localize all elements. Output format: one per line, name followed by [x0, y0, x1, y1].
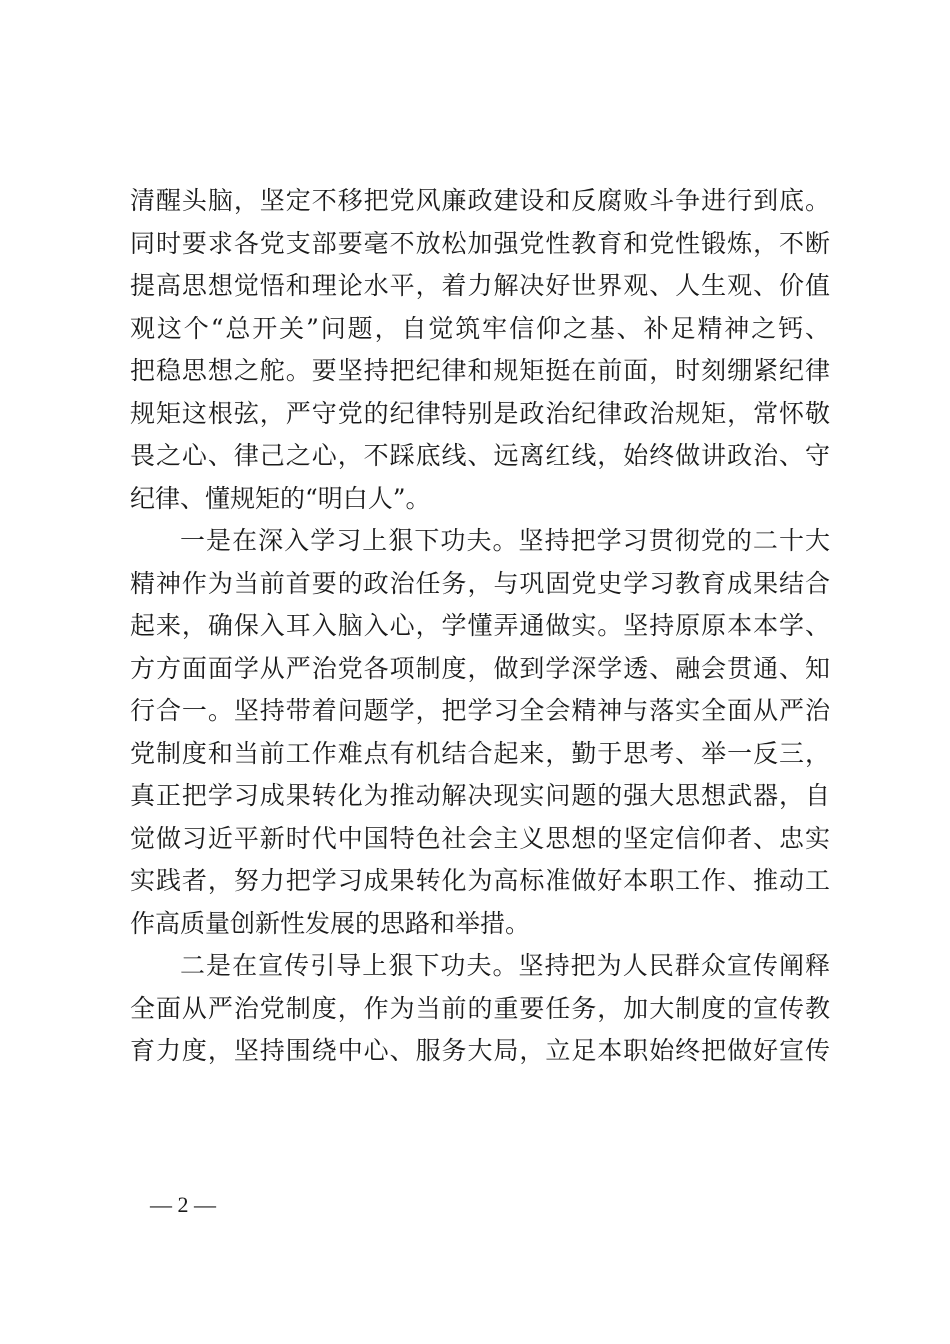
- text-line: 起来，确保入耳入脑入心，学懂弄通做实。坚持原原本本学、: [130, 611, 830, 640]
- text-line: 觉做习近平新时代中国特色社会主义思想的坚定信仰者、忠实: [130, 823, 830, 853]
- text-line: 畏之心、律己之心，不踩底线、远离红线，始终做讲政治、守: [130, 441, 830, 470]
- text-line: 同时要求各党支部要毫不放松加强党性教育和党性锻炼，不断: [130, 228, 830, 258]
- text-line: 清醒头脑，坚定不移把党风廉政建设和反腐败斗争进行到底。: [130, 186, 830, 215]
- text-line: 规矩这根弦，严守党的纪律特别是政治纪律政治规矩，常怀敬: [130, 398, 830, 428]
- text-line: 观这个“总开关”问题，自觉筑牢信仰之基、补足精神之钙、: [130, 313, 830, 343]
- text-line: 纪律、懂规矩的“明白人”。: [130, 483, 431, 513]
- text-line: 方方面面学从严治党各项制度，做到学深学透、融会贯通、知: [130, 653, 830, 683]
- text-line: 精神作为当前首要的政治任务，与巩固党史学习教育成果结合: [130, 568, 830, 598]
- text-line: 把稳思想之舵。要坚持把纪律和规矩挺在前面，时刻绷紧纪律: [130, 356, 830, 385]
- page-number: — 2 —: [150, 1192, 216, 1217]
- text-line: 作高质量创新性发展的思路和举措。: [130, 908, 531, 938]
- text-line: 实践者，努力把学习成果转化为高标准做好本职工作、推动工: [130, 866, 830, 895]
- text-line: 育力度，坚持围绕中心、服务大局，立足本职始终把做好宣传: [130, 1036, 830, 1065]
- text-line: 党制度和当前工作难点有机结合起来，勤于思考、举一反三，: [130, 738, 830, 768]
- text-line: 行合一。坚持带着问题学，把学习全会精神与落实全面从严治: [130, 696, 830, 725]
- text-line: 真正把学习成果转化为推动解决现实问题的强大思想武器，自: [130, 781, 830, 810]
- text-line: 全面从严治党制度，作为当前的重要任务，加大制度的宣传教: [130, 993, 830, 1023]
- body-text: [130, 180, 830, 1073]
- text-line: 提高思想觉悟和理论水平，着力解决好世界观、人生观、价值: [130, 271, 830, 300]
- text-line: 一是在深入学习上狠下功夫。坚持把学习贯彻党的二十大: [180, 526, 830, 555]
- text-line: 二是在宣传引导上狠下功夫。坚持把为人民群众宣传阐释: [180, 951, 830, 980]
